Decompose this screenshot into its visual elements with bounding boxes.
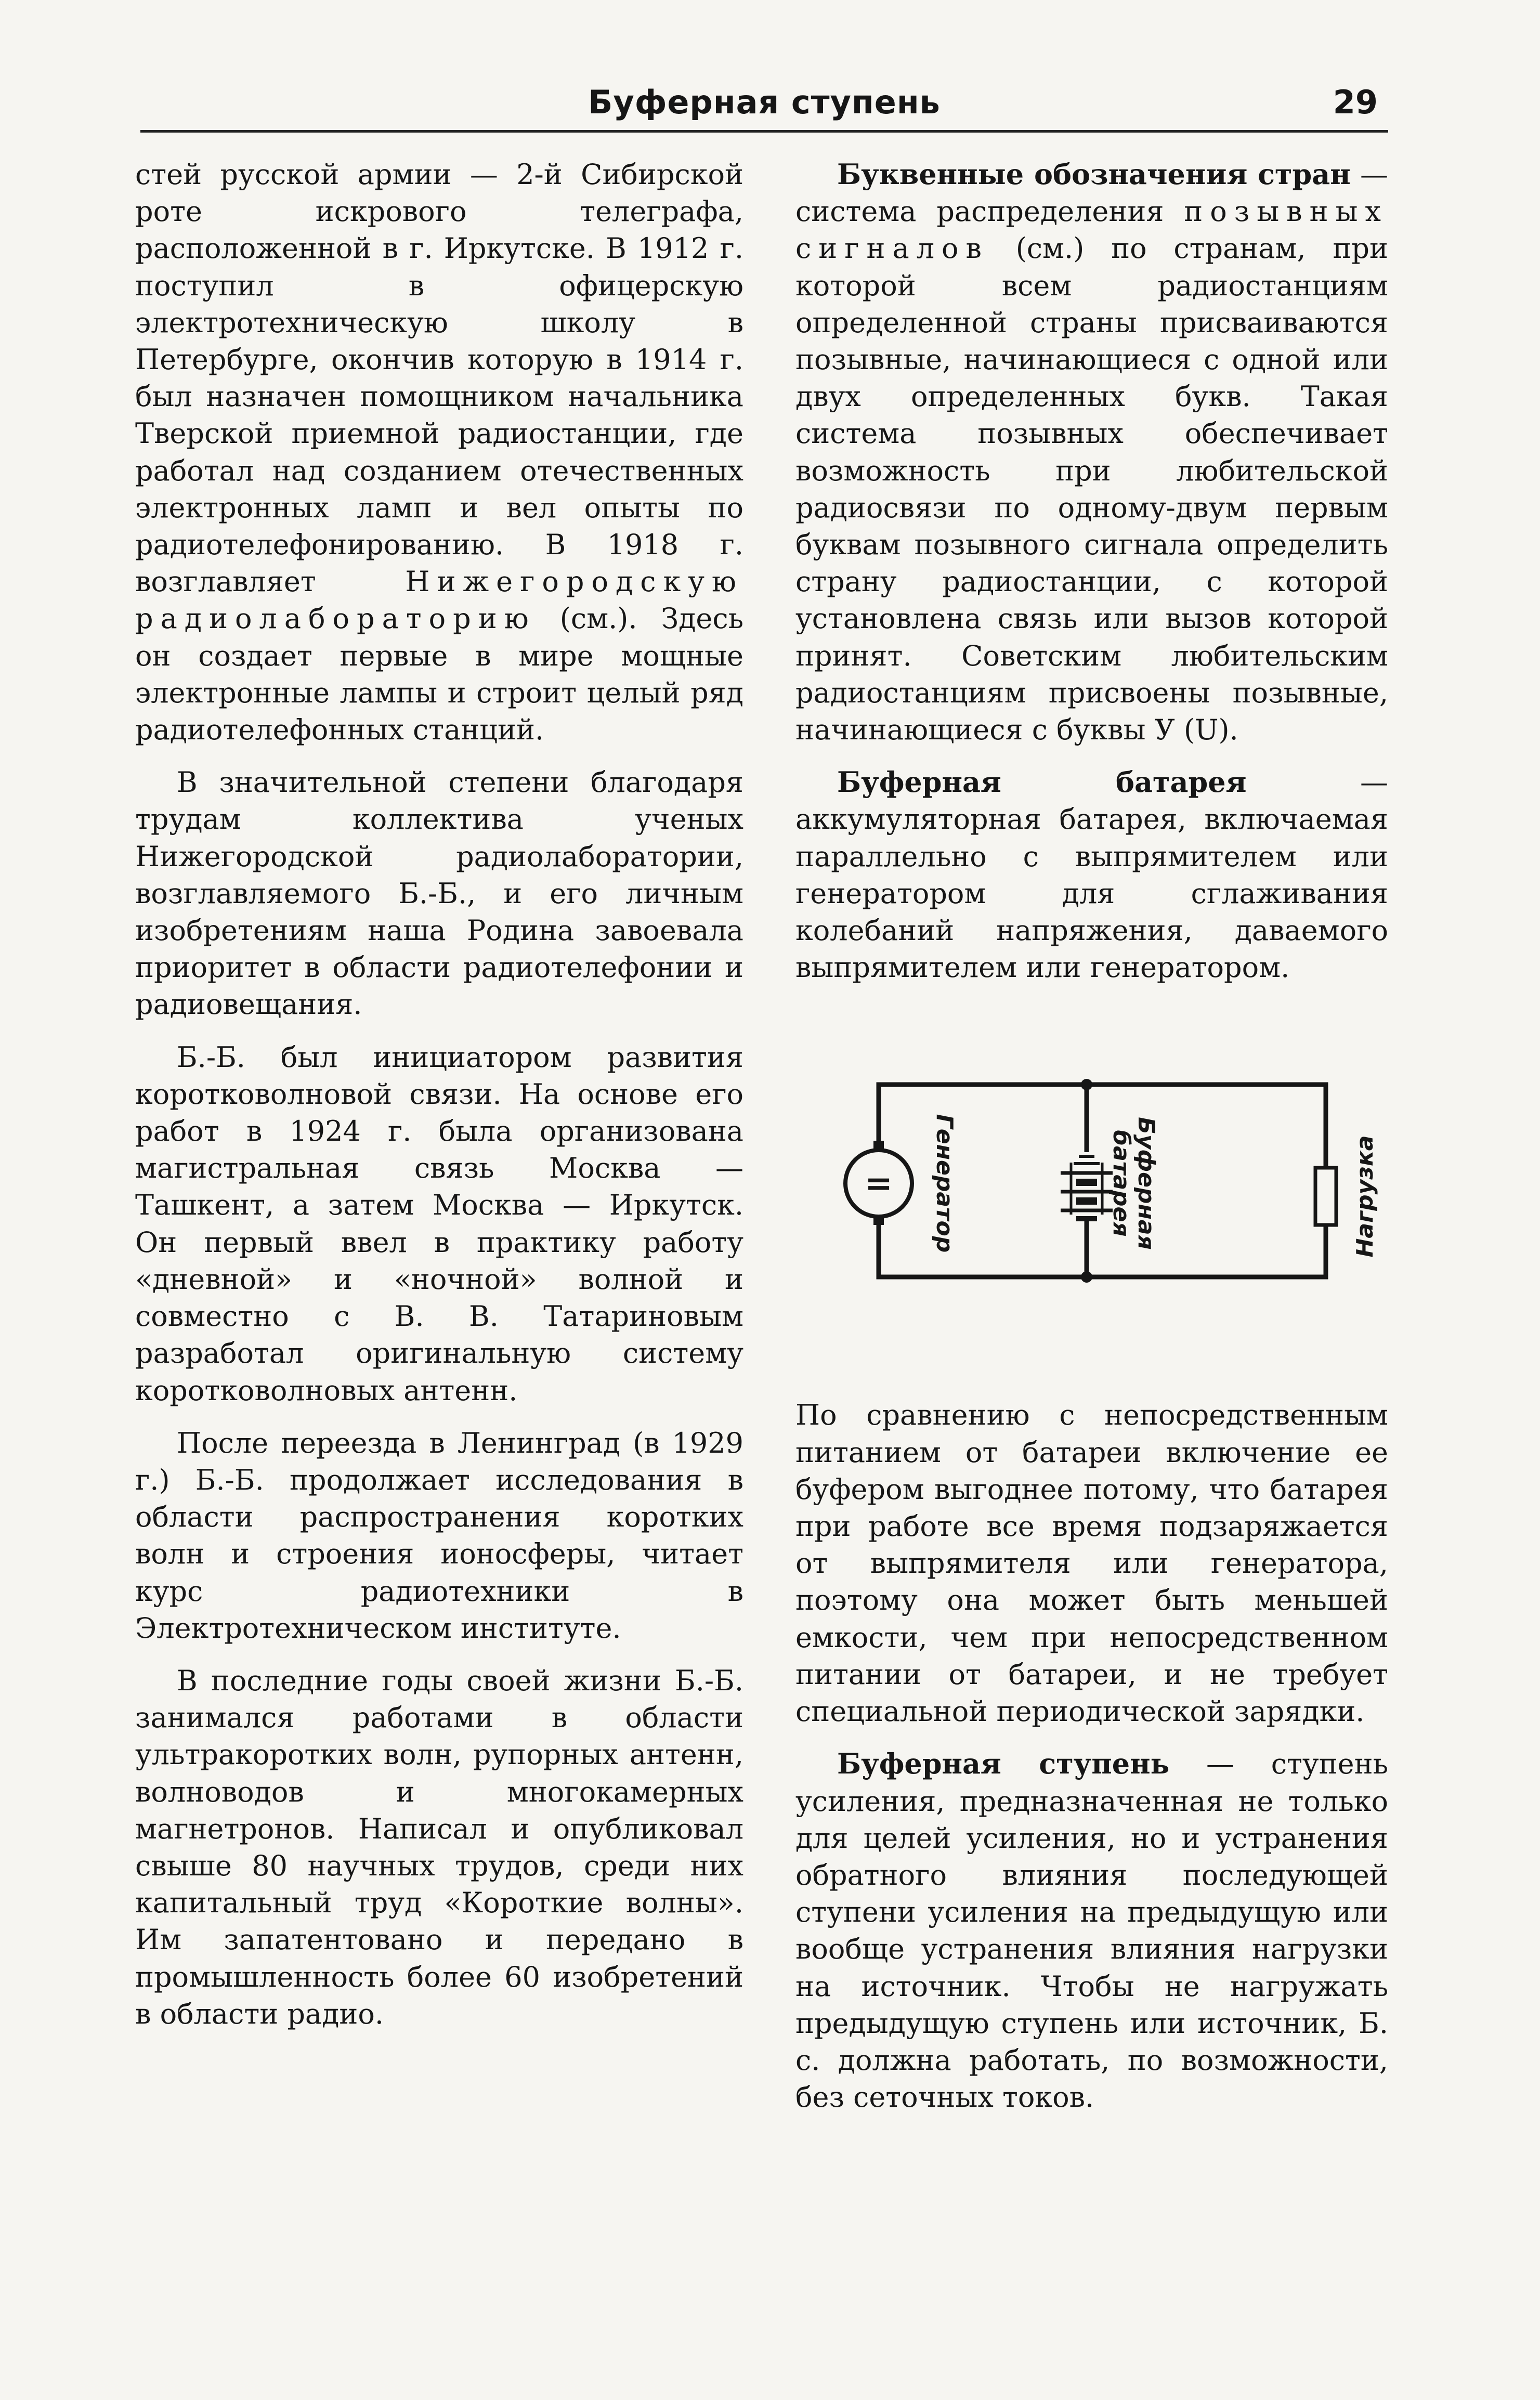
running-title: Буферная ступень <box>588 83 941 121</box>
entry-term: Буквенные обозначения стран <box>837 158 1351 191</box>
entry-term: Буферная батарея <box>837 765 1247 799</box>
battery-label-line1: Буферная <box>1133 1117 1159 1250</box>
battery-label-line2: батарея <box>1108 1130 1134 1237</box>
paragraph: По сравнению с непосредственным питанием от батареи включение ее буфером выгоднее потому, что батарея при работе все время подзаряжается от выпрямителя или генератора, поэтому она может быть меньшей емкости, чем при непосредственном питании от батареи, и не требует специальной периодической зарядки. <box>795 1399 1388 1728</box>
page-number: 29 <box>1333 83 1378 121</box>
generator-dc-symbol: = <box>865 1165 893 1204</box>
paragraph-continuation: стей русской армии — 2-й Сибирской роте искрового телеграфа, расположенной в г. Иркутске. В 1912 г. поступил в офицерскую электротехническую школу в Петербурге, окончив которую в 1914 г. был назначен помощником начальника Тверской приемной радиостанции, где работал над созданием отечественных электронных ламп и вел опыты по радиотелефонированию. В 1918 г. возглавляет Нижегородскую радиолабораторию (см.). Здесь он создает первые в мире мощные электронные лампы и строит целый ряд радиотелефонных станций. <box>135 158 744 747</box>
entry-term: Буферная ступень <box>837 1747 1170 1781</box>
page-header <box>140 78 1388 133</box>
paragraph: В значительной степени благодаря трудам коллектива ученых Нижегородской радиолаборатории, возглавляемого Б.-Б., и его личным изобретениям наша Родина завоевала приоритет в области радиотелефонии и радиовещания. <box>135 766 743 1021</box>
load-resistor <box>1315 1168 1336 1225</box>
paragraph: После переезда в Ленинград (в 1929 г.) Б.-Б. продолжает исследования в области распространения коротких волн и строения ионосферы, читает курс радиотехники в Электротехническом институте. <box>135 1426 743 1645</box>
paragraph: В последние годы своей жизни Б.-Б. занимался работами в области ультракоротких волн, рупорных антенн, волноводов и многокамерных магнетронов. Написал и опубликовал свыше 80 научных трудов, среди них капитальный труд «Короткие волны». Им запатентовано и передано в промышленность более 60 изобретений в области радио. <box>135 1664 743 2030</box>
entry-buffer-battery: Буферная батарея — аккумуляторная батарея, включаемая параллельно с выпрямителем или генератором для сглаживания колебаний напряжения, даваемого выпрямителем или генератором. <box>795 765 1388 984</box>
load-label: Нагрузка <box>1352 1136 1378 1258</box>
entry-letter-designations: Буквенные обозначения стран — система распределения позывных сигналов (см.) по странам, при которой всем радиостанциям определенной страны присваиваются позывные, начинающиеся с одной или двух определенных букв. Такая система позывных обеспечивает возможность при любительской радиосвязи по одному-двум первым буквам позывного сигнала определить страну радиостанции, с которой установлена связь или вызов которой принят. Советским любительским радиостанциям присвоены позывные, начинающиеся с буквы У (U). <box>795 158 1388 747</box>
circuit-svg <box>795 1001 1388 1365</box>
junction-dot-top <box>1081 1079 1092 1090</box>
entry-buffer-stage: Буферная ступень — ступень усиления, предназначенная не только для целей усиления, но и устранения обратного влияния последующей ступени усиления на предыдущую или вообще устранения влияния нагрузки на источник. Чтобы не нагружать предыдущую ступень или источник, Б. с. должна работать, по возможности, без сеточных токов. <box>795 1747 1388 2114</box>
generator-symbol <box>845 1141 912 1225</box>
left-column <box>135 156 743 2048</box>
paragraph: Б.-Б. был инициатором развития коротковолновой связи. На основе его работ в 1924 г. была организована магистральная связь Москва — Ташкент, а затем Москва — Иркутск. Он первый ввел в практику работу «дневной» и «ночной» волной и совместно с В. В. Татариновым разработал оригинальную систему коротковолновых антенн. <box>135 1040 743 1407</box>
generator-label: Генератор <box>931 1114 958 1253</box>
junction-dot-bottom <box>1081 1271 1092 1283</box>
right-column <box>795 156 1388 2131</box>
buffer-battery-circuit-diagram <box>795 1001 1388 1365</box>
battery-symbol <box>1061 1156 1113 1219</box>
